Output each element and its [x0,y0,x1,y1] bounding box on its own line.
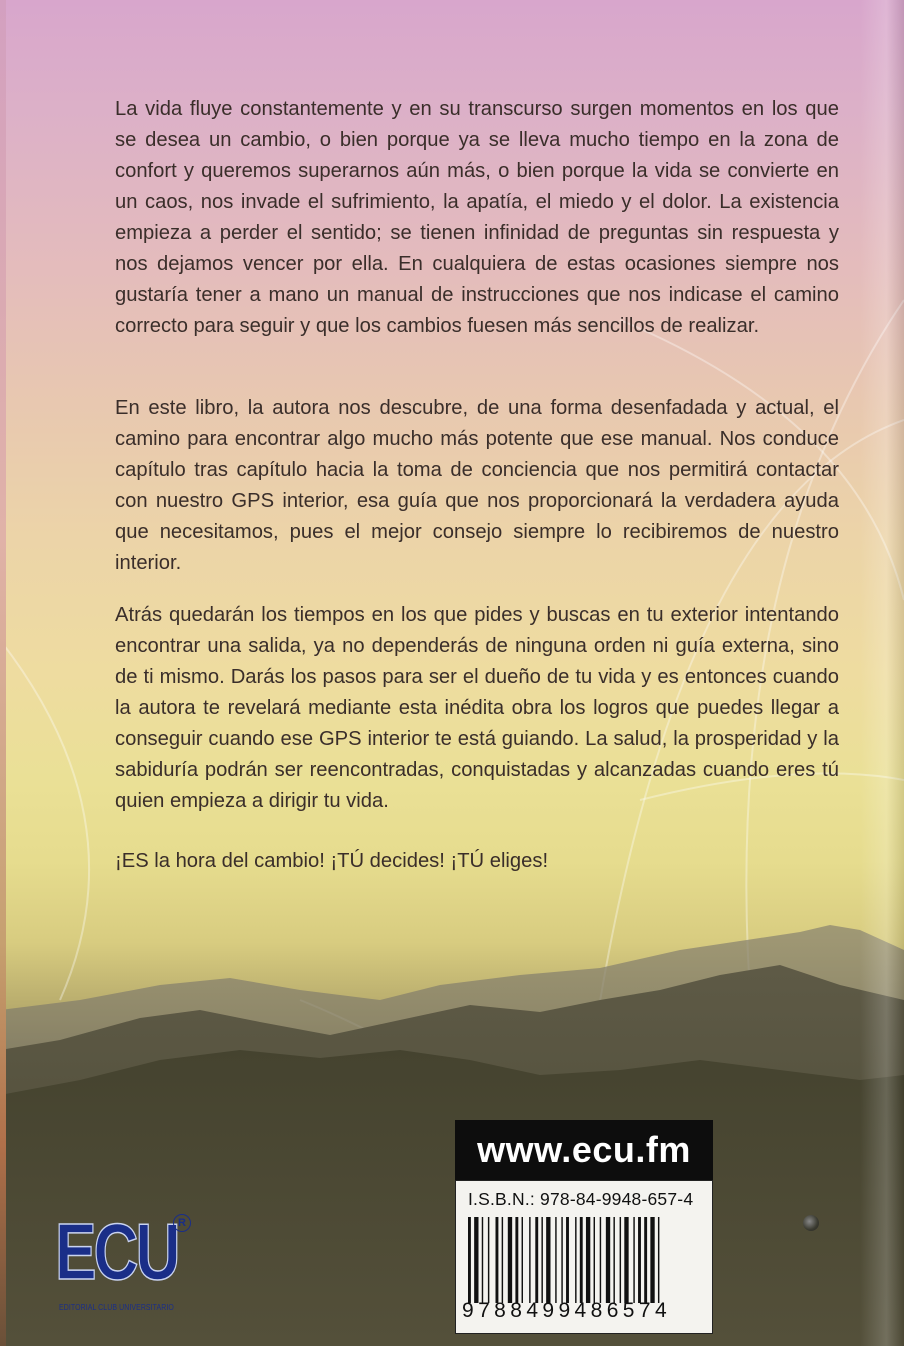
website-label: www.ecu.fm [477,1129,691,1170]
registered-mark-icon: R [173,1214,191,1232]
barcode-bar [606,1217,610,1303]
barcode-bar [502,1217,503,1303]
barcode-bar [594,1217,595,1303]
barcode-bar [613,1217,614,1303]
barcode-bar [529,1217,530,1303]
barcode-bar [496,1217,499,1303]
barcode-bar [620,1217,621,1303]
barcode-bar [482,1217,483,1303]
barcode-bar [546,1217,550,1303]
barcode-bar [658,1217,659,1303]
barcode-bar [586,1217,590,1303]
barcode-bar [508,1217,512,1303]
barcode-bar [561,1217,562,1303]
barcode-bar [541,1217,542,1303]
barcode-bar [474,1217,478,1303]
barcode-bar [575,1217,576,1303]
blurb-paragraph-2: En este libro, la autora nos descubre, de una forma desenfadada y actual, el camino para encontrar algo mucho más potente que ese manual. Nos conduce capítulo tras capítulo hacia la toma de conciencia que nos permitirá contactar con nuestro GPS interior, esa guía que nos proporcionará la verdadera ayuda que necesitamos, pues el mejor consejo siempre lo recibiremos de nuestro interior. [115,397,839,574]
barcode-bar [580,1217,583,1303]
cover-right-edge [860,0,904,1346]
barcode-bar [600,1217,601,1303]
spine-edge [0,0,6,1346]
logo-letters: ECU [55,1207,178,1296]
isbn-label: I.S.B.N.: 978-84-9948-657-4 [468,1189,694,1209]
barcode-bar [644,1217,647,1303]
isbn-barcode-box [455,1180,713,1334]
barcode-bar [555,1217,556,1303]
blurb-paragraph-1: La vida fluye constantemente y en su transcurso surgen momentos en los que se desea un cambio, o bien porque ya se lleva mucho tiempo en la zona de confort y queremos superarnos aún más, o bien porque la vida se convierte en un caos, nos invade el sufrimiento, la apatía, el miedo y el dolor. La existencia empieza a perder el sentido; se tienen infinidad de preguntas sin respuesta y nos dejamos vencer por ella. En cualquiera de estas ocasiones siempre nos gustaría tener a mano un manual de instrucciones que nos indicase el camino correcto para seguir y que los cambios fuesen más sencillos de realizar. [115,98,839,337]
barcode-bar [633,1217,634,1303]
blurb-paragraph-3: Atrás quedarán los tiempos en los que pides y buscas en tu exterior intentando encontrar una salida, ya no dependerás de ninguna orden ni guía externa, sino de ti mismo. Darás los pasos para ser el dueño de tu vida y es entonces cuando la autora te revelará mediante esta inédita obra los logros que puedes llegar a conseguir cuando ese GPS interior te está guiando. La salud, la prosperidad y la sabiduría podrán ser reencontradas, conquistadas y alcanzadas cuando eres tú quien empieza a dirigir tu vida. [115,604,839,812]
publisher-logo [55,1207,190,1322]
barcode-bar [515,1217,518,1303]
barcode-bar [522,1217,523,1303]
barcode-bar [566,1217,569,1303]
barcode-bar [535,1217,538,1303]
barcode-digits: 9788499486574 [462,1299,672,1322]
publisher-tagline: EDITORIAL CLUB UNIVERSITARIO [59,1302,174,1312]
barcode-bar [488,1217,489,1303]
barcode-bar [650,1217,654,1303]
barcode-bar [638,1217,641,1303]
barcode [468,1217,702,1303]
barcode-bar [468,1217,471,1303]
blurb-slogan: ¡ES la hora del cambio! ¡TÚ decides! ¡TÚ eliges! [115,850,549,872]
pin-mark [803,1215,819,1231]
barcode-bar [624,1217,628,1303]
publisher-website [455,1120,713,1180]
